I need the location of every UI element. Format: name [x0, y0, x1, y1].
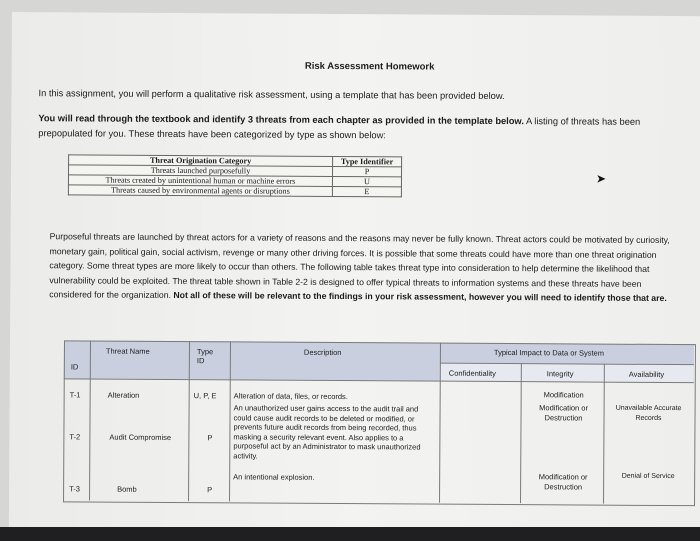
threat-name: Bomb: [117, 484, 137, 494]
instruction-rest: A listing of threats has been prepopulated for you. These threats have been categorized by type as shown below:: [38, 116, 641, 141]
confidentiality-header: Confidentiality: [448, 368, 496, 378]
threat-id: T-3: [69, 484, 80, 494]
instruction-text: [38, 111, 688, 145]
intro-text: In this assignment, you will perform a qualitative risk assessment, using a template that has been provided below.: [38, 88, 505, 102]
category-cell: Threats created by unintentional human or machine errors: [68, 175, 332, 187]
integrity-impact: Modification: [543, 390, 584, 400]
type-id-header: Type ID: [196, 347, 214, 366]
bottom-edge-bar: [0, 527, 700, 541]
integrity-impact: Modification or Destruction: [539, 403, 589, 422]
threat-name: Audit Compromise: [109, 432, 172, 442]
document-page: [9, 12, 700, 531]
threat-type: U, P, E: [193, 391, 217, 401]
instruction-bold: You will read through the textbook and identify 3 threats from each chapter as provided in the template below.: [38, 113, 524, 127]
integrity-header: Integrity: [546, 369, 574, 379]
availability-impact: Denial of Service: [621, 472, 675, 481]
type-id-cell: U: [332, 176, 401, 186]
body-paragraph: [49, 229, 685, 306]
integrity-impact: Modification or Destruction: [538, 472, 588, 491]
category-header: Threat Origination Category: [69, 155, 333, 167]
type-identifier-header: Type Identifier: [333, 156, 402, 166]
threat-name: Alteration: [107, 390, 140, 400]
category-cell: Threats launched purposefully: [69, 165, 333, 177]
table-row: [68, 185, 401, 197]
threat-id: T-2: [69, 432, 81, 442]
type-id-cell: E: [332, 186, 401, 196]
availability-impact: Unavailable Accurate Records: [615, 404, 682, 422]
document-title: Risk Assessment Homework: [304, 60, 435, 73]
threat-type: P: [207, 485, 213, 495]
id-header: ID: [70, 362, 79, 372]
threat-description: An intentional explosion.: [233, 472, 315, 482]
category-cell: Threats caused by environmental agents or disruptions: [68, 185, 332, 197]
threat-id: T-1: [69, 390, 81, 400]
availability-header: Availability: [628, 369, 665, 379]
threat-name-header: Threat Name: [105, 346, 150, 356]
threat-description: An unauthorized user gains access to the audit trail and could cause audit records to be deleted or modified, or prevents future audit records from being recorded, thus masking a security relevant event. Also applies to a purposeful act by an Administrator to mask unauthorized activity.: [233, 403, 421, 461]
mouse-cursor-icon: ➤: [595, 171, 607, 186]
description-header: Description: [303, 347, 342, 358]
impact-header: Typical Impact to Data or System: [493, 347, 605, 358]
threat-table: [63, 340, 694, 504]
type-id-cell: P: [333, 166, 402, 176]
threat-description: Alteration of data, files, or records.: [233, 391, 348, 402]
threat-type: P: [207, 433, 213, 443]
threat-category-table: [68, 154, 402, 197]
paragraph-bold: Not all of these will be relevant to the findings in your risk assessment, however you will need to identify those that are.: [173, 290, 667, 304]
paragraph-text: Purposeful threats are launched by threat actors for a variety of reasons and the reasons may never be fully known. Threat actors could be motivated by curiosity, monetary gain, political gain, social activism, revenge or many other driving forces. It is possible that some threats could have more than one threat origination category. Some threat types are more likely to occur than others. The following table takes threat type into consideration to help determine the likelihood that vulnerability could be exploited. The threat table shown in Table 2-2 is designed to offer typical threats to information systems and these threats have been considered for the organization.: [49, 231, 670, 301]
